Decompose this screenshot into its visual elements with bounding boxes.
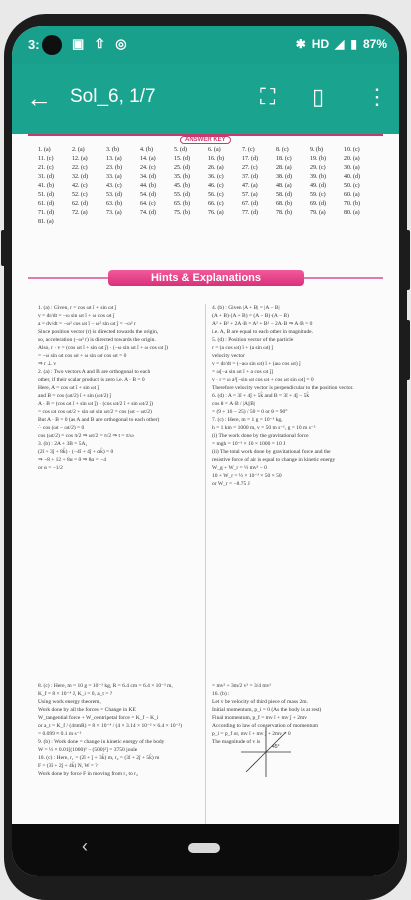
answer-key-cell: 29. (c)	[310, 165, 326, 171]
solution-line: v = dr/dt = −ω sin ωt î + ω cos ωt ĵ	[38, 313, 115, 319]
more-options-icon[interactable]: ⋮	[366, 84, 388, 109]
answer-key-cell: 12. (a)	[72, 156, 88, 162]
answer-key-cell: 76. (a)	[208, 210, 224, 216]
solution-line: i.e. A, B are equal to each other in magnitude.	[212, 329, 313, 335]
side-button	[404, 320, 410, 380]
solution-line: Work done by force F in moving from r₁ to r₂	[38, 771, 138, 777]
answer-key-cell: 26. (a)	[208, 165, 224, 171]
power-button	[404, 230, 410, 290]
answer-key-cell: 80. (a)	[344, 210, 360, 216]
solution-line: h = 1 km = 1000 m, v = 50 m s⁻¹, g = 10 m s⁻²	[212, 425, 316, 431]
answer-key-cell: 53. (d)	[106, 192, 122, 198]
answer-key-cell: 65. (b)	[174, 201, 190, 207]
solution-line: Work done by all the forces = Change in KE	[38, 707, 136, 713]
answer-key-cell: 1. (a)	[38, 147, 51, 153]
solutions-left-bottom	[38, 682, 208, 824]
answer-key-cell: 59. (c)	[310, 192, 326, 198]
solutions-right-column	[212, 304, 382, 704]
answer-key-cell	[174, 218, 208, 227]
screen	[12, 26, 399, 876]
answer-key-cell: 31. (d)	[38, 174, 54, 180]
solution-line: or a_t = K_f / (4πmR) = 8 × 10⁻⁴ / (4 × 3.14 × 10⁻² × 6.4 × 10⁻²)	[38, 723, 182, 729]
answer-key-cell: 8. (c)	[276, 147, 289, 153]
answer-key-cell: 25. (d)	[174, 165, 190, 171]
answer-key-cell: 33. (a)	[106, 174, 122, 180]
answer-key-row	[38, 146, 378, 155]
solution-line: 7. (c) : Here, m = 1 g = 10⁻³ kg,	[212, 417, 283, 423]
solution-line: F = (3î + 2ĵ + 4k̂) N, W = ?	[38, 763, 98, 769]
answer-key-cell: 55. (d)	[174, 192, 190, 198]
answer-key-cell: 18. (c)	[276, 156, 292, 162]
solution-line: = ω[−a sin ωt î + a cos ωt ĵ]	[212, 369, 273, 375]
answer-key-cell: 57. (a)	[242, 192, 258, 198]
solution-line: r = (a cos ωt) î + (a sin ωt) ĵ	[212, 345, 274, 351]
fullscreen-icon[interactable]: ⛶	[260, 84, 276, 109]
solution-line: 3. (b) : 2A + 3B = 5A₁	[38, 441, 88, 447]
solution-line: p_i = p_f or, mv î + mv ĵ + 2mv = 0	[212, 731, 291, 737]
answer-key-cell	[276, 218, 310, 227]
answer-key-cell: 56. (c)	[208, 192, 224, 198]
solution-line: A² + B² + 2A·B = A² + B² − 2A·B ⇒ A·B = 0	[212, 321, 313, 327]
answer-key-row	[38, 155, 378, 164]
answer-key-cell: 73. (a)	[106, 210, 122, 216]
back-arrow-icon[interactable]: ←	[26, 83, 52, 113]
answer-key-cell: 27. (c)	[242, 165, 258, 171]
solution-line: Final momentum, p_f = mv î + mv ĵ + 2mv	[212, 715, 308, 721]
solution-line: Here, A = cos ωt î + sin ωt ĵ	[38, 385, 100, 391]
answer-key-row	[38, 191, 378, 200]
solution-line: cos θ = A·B / |A||B|	[212, 401, 255, 407]
solution-line: Let v be velocity of third piece of mass 2m.	[212, 699, 308, 705]
answer-key-cell: 20. (a)	[344, 156, 360, 162]
answer-key-cell: 32. (d)	[72, 174, 88, 180]
answer-key-cell: 28. (a)	[276, 165, 292, 171]
volume-button	[1, 230, 7, 266]
answer-key-cell	[242, 218, 276, 227]
answer-key-cell: 77. (d)	[242, 210, 258, 216]
solution-line: 1. (a) : Given, r = cos ωt î + sin ωt ĵ	[38, 305, 117, 311]
answer-key-cell: 34. (d)	[140, 174, 156, 180]
status-bar	[12, 26, 399, 64]
hints-title: Hints & Explanations	[108, 270, 304, 286]
nav-back-icon[interactable]: ‹	[82, 836, 88, 856]
answer-key-cell: 66. (c)	[208, 201, 224, 207]
solution-line: Initial momentum, p_i = 0 (As the body is at rest)	[212, 707, 322, 713]
solution-line: 10 + W_r = ½ × 10⁻³ × 50 × 50	[212, 473, 282, 479]
answer-key-cell: 11. (c)	[38, 156, 54, 162]
solution-line: (ii) The total work done by gravitational force and the	[212, 449, 331, 455]
answer-key-cell: 36. (c)	[208, 174, 224, 180]
answer-key-cell: 49. (d)	[310, 183, 326, 189]
solution-line: 10. (c) : Here, r₁ = (2î + ĵ + 3k̂) m, r₂ = (3î + 2ĵ + 5k̂) m	[38, 755, 160, 761]
solution-line: A · B = (cos ωt î + sin ωt ĵ) · (cos ωt/2 î + sin ωt/2 ĵ)	[38, 401, 154, 407]
answer-key-cell: 44. (b)	[140, 183, 156, 189]
solution-line: (A + B)·(A + B) = (A − B)·(A − B)	[212, 313, 289, 319]
answer-key-cell	[72, 218, 106, 227]
answer-key-cell: 15. (d)	[174, 156, 190, 162]
answer-key-cell: 2. (a)	[72, 147, 85, 153]
solution-line: Using work energy theorem,	[38, 699, 101, 705]
answer-key-cell: 9. (b)	[310, 147, 323, 153]
answer-key-cell: 50. (c)	[344, 183, 360, 189]
answer-key-cell: 30. (a)	[344, 165, 360, 171]
answer-key-cell: 74. (d)	[140, 210, 156, 216]
answer-key-cell: 79. (a)	[310, 210, 326, 216]
solution-line: = −ω sin ωt cos ωt + ω sin ωt cos ωt = 0	[38, 353, 127, 359]
solution-line: Since position vector (r) is directed towards the origin,	[38, 329, 159, 335]
answer-key-cell: 10. (c)	[344, 147, 360, 153]
solution-line: = mv² + 3m/2 v² = 3/4 mv²	[212, 683, 272, 689]
vector-figure	[236, 722, 296, 782]
photo-icon: ▣	[72, 36, 85, 51]
solution-line: 4. (b) : Given |A + B| = |A − B|	[212, 305, 280, 311]
solution-line: The magnitude of v is	[212, 739, 261, 745]
answer-key-row	[38, 164, 378, 173]
answer-key-cell: 23. (b)	[106, 165, 122, 171]
answer-key-cell: 81. (a)	[38, 219, 54, 225]
solution-line: = cos ωt cos ωt/2 + sin ωt sin ωt/2 = cos (ωt − ωt/2)	[38, 409, 152, 415]
bluetooth-icon: ✱	[295, 37, 306, 51]
solution-line: and B = cos (ωt/2) î + sin (ωt/2) ĵ	[38, 393, 112, 399]
answer-key-cell: 67. (d)	[242, 201, 258, 207]
answer-key-row	[38, 173, 378, 182]
answer-key-row	[38, 218, 378, 227]
answer-key-row	[38, 209, 378, 218]
upload-icon: ⇧	[94, 36, 106, 51]
solution-line: ⇒ r ⊥ v	[38, 361, 57, 367]
answer-key-cell	[140, 218, 174, 227]
answer-key-cell: 7. (c)	[242, 147, 255, 153]
system-icons	[296, 37, 387, 51]
answer-key-cell: 13. (a)	[106, 156, 122, 162]
network-label: HD	[311, 37, 330, 51]
battery-icon: ▮	[350, 37, 357, 51]
answer-key-cell: 45. (b)	[174, 183, 190, 189]
solution-line: 16. (b) :	[212, 691, 230, 697]
answer-key-cell: 78. (b)	[276, 210, 292, 216]
answer-key-cell: 62. (d)	[72, 201, 88, 207]
front-camera	[42, 35, 62, 55]
pdf-page[interactable]	[12, 134, 399, 824]
status-time: 3:	[28, 37, 40, 52]
answer-key-cell: 71. (d)	[38, 210, 54, 216]
answer-key-cell: 60. (a)	[344, 192, 360, 198]
answer-key-grid	[38, 146, 378, 227]
bookmark-icon[interactable]: ▯	[312, 84, 325, 109]
solution-line: 6. (d) : A = 3î + 4ĵ + 5k̂ and B = 3î + 4ĵ − 5k̂	[212, 393, 310, 399]
answer-key-cell	[208, 218, 242, 227]
solution-line: cos (ωt/2) = cos π/2 ⇒ ωt/2 = π/2 ⇒ t = π/ω	[38, 433, 134, 439]
document-title: Sol_6, 1/7	[70, 86, 156, 107]
answer-key-cell: 70. (b)	[344, 201, 360, 207]
answer-key-cell	[310, 218, 344, 227]
answer-key-cell: 16. (b)	[208, 156, 224, 162]
solution-line: 5. (d) : Position vector of the particle	[212, 337, 294, 343]
solution-line: so, acceleration (−ω² r) is directed towards the origin.	[38, 337, 156, 343]
solution-line: 8. (c) : Here, m = 10 g = 10⁻² kg, R = 6.4 cm = 6.4 × 10⁻² m,	[38, 683, 173, 689]
notification-icons	[72, 36, 127, 52]
solution-line: ⇒ −8 + 12 + 8α = 0 ⇒ 8α = −4	[38, 457, 106, 463]
solution-line: W = ½ × 0.01[(1000)² − (500)²] = 3750 joule	[38, 747, 138, 753]
signal-icon: ◢	[335, 37, 345, 51]
solution-line: ∴ cos (ωt − ωt/2) = 0	[38, 425, 85, 431]
sync-icon: ◎	[115, 36, 127, 51]
answer-key-cell: 19. (b)	[310, 156, 326, 162]
solution-line: 9. (b) : Work done = change in kinetic energy of the body	[38, 739, 165, 745]
answer-key-cell	[106, 218, 140, 227]
solution-line: = 0.099 ≈ 0.1 m s⁻²	[38, 731, 82, 737]
solutions-left-column	[38, 304, 208, 704]
answer-key-row	[38, 200, 378, 209]
answer-key-cell: 40. (d)	[344, 174, 360, 180]
answer-key-cell: 37. (d)	[242, 174, 258, 180]
answer-key-cell	[344, 218, 378, 227]
solution-line: W_tangential force + W_centripetal force = K_f − K_i	[38, 715, 159, 721]
solution-line: other, if their scalar product is zero i.e. A · B = 0	[38, 377, 145, 383]
solution-line: = (9 + 16 − 25) / 50 = 0 or θ = 90°	[212, 409, 288, 415]
nav-home-pill[interactable]	[188, 843, 220, 853]
answer-key-label: ANSWER KEY	[180, 136, 231, 144]
answer-key-cell: 22. (c)	[72, 165, 88, 171]
answer-key-cell: 6. (a)	[208, 147, 221, 153]
answer-key-cell: 43. (c)	[106, 183, 122, 189]
solution-line: or W_r = −8.75 J	[212, 481, 250, 487]
solution-line: But A · B = 0 (as A and B are orthogonal to each other)	[38, 417, 160, 423]
solution-line: Therefore velocity vector is perpendicular to the position vector.	[212, 385, 354, 391]
answer-key-cell: 51. (d)	[38, 192, 54, 198]
solution-line: (i) The work done by the gravitational force	[212, 433, 309, 439]
answer-key-cell: 64. (c)	[140, 201, 156, 207]
answer-key-cell: 14. (a)	[140, 156, 156, 162]
solution-line: resistive force of air is equal to change in kinetic energy	[212, 457, 336, 463]
answer-key-cell: 24. (c)	[140, 165, 156, 171]
figure-angle-label: 45°	[272, 744, 280, 750]
solution-line: W_g + W_r = ½ mv² − 0	[212, 465, 267, 471]
answer-key-cell: 3. (b)	[106, 147, 119, 153]
solution-line: Also, r · v = (cos ωt î + sin ωt ĵ) · (−ω sin ωt î + ω cos ωt ĵ)	[38, 345, 169, 351]
solution-line: v = dr/dt = (−aω sin ωt) î + (aω cos ωt) ĵ	[212, 361, 301, 367]
answer-key-cell: 35. (b)	[174, 174, 190, 180]
solution-line: = mgh = 10⁻³ × 10 × 1000 = 10 J	[212, 441, 286, 447]
solution-line: K_f = 8 × 10⁻⁴ J, K_i = 0, a_t = ?	[38, 691, 113, 697]
answer-key-cell: 58. (d)	[276, 192, 292, 198]
answer-key-cell: 41. (b)	[38, 183, 54, 189]
battery-percent: 87%	[362, 37, 387, 51]
answer-key-cell: 39. (b)	[310, 174, 326, 180]
answer-key-cell: 68. (b)	[276, 201, 292, 207]
app-bar	[12, 64, 399, 134]
solution-line: v · r = ω a²[−sin ωt cos ωt + cos ωt sin ωt] = 0	[212, 377, 314, 383]
answer-key-cell: 72. (a)	[72, 210, 88, 216]
solution-line: velocity vector	[212, 353, 245, 359]
solution-line: or α = −1/2	[38, 465, 63, 471]
answer-key-cell: 61. (d)	[38, 201, 54, 207]
answer-key-cell: 46. (c)	[208, 183, 224, 189]
solution-line: (2î + 3ĵ + 8k̂) · (−4î + 4ĵ + αk̂) = 0	[38, 449, 114, 455]
answer-key-cell: 69. (d)	[310, 201, 326, 207]
solution-line: a = dv/dt = −ω² cos ωt î − ω² sin ωt ĵ = −ω² r	[38, 321, 136, 327]
solution-line: According to law of conservation of momentum	[212, 723, 319, 729]
answer-key-cell: 4. (b)	[140, 147, 153, 153]
answer-key-cell: 38. (d)	[276, 174, 292, 180]
navigation-bar	[12, 824, 399, 876]
answer-key-cell: 17. (d)	[242, 156, 258, 162]
answer-key-cell: 47. (a)	[242, 183, 258, 189]
answer-key-cell: 48. (a)	[276, 183, 292, 189]
answer-key-cell: 54. (d)	[140, 192, 156, 198]
answer-key-cell: 42. (c)	[72, 183, 88, 189]
answer-key-cell: 52. (c)	[72, 192, 88, 198]
answer-key-cell: 5. (d)	[174, 147, 187, 153]
answer-key-row	[38, 182, 378, 191]
answer-key-cell: 75. (b)	[174, 210, 190, 216]
answer-key-cell: 21. (c)	[38, 165, 54, 171]
answer-key-cell: 63. (b)	[106, 201, 122, 207]
solution-line: 2. (a) : Two vectors A and B are orthogonal to each	[38, 369, 151, 375]
